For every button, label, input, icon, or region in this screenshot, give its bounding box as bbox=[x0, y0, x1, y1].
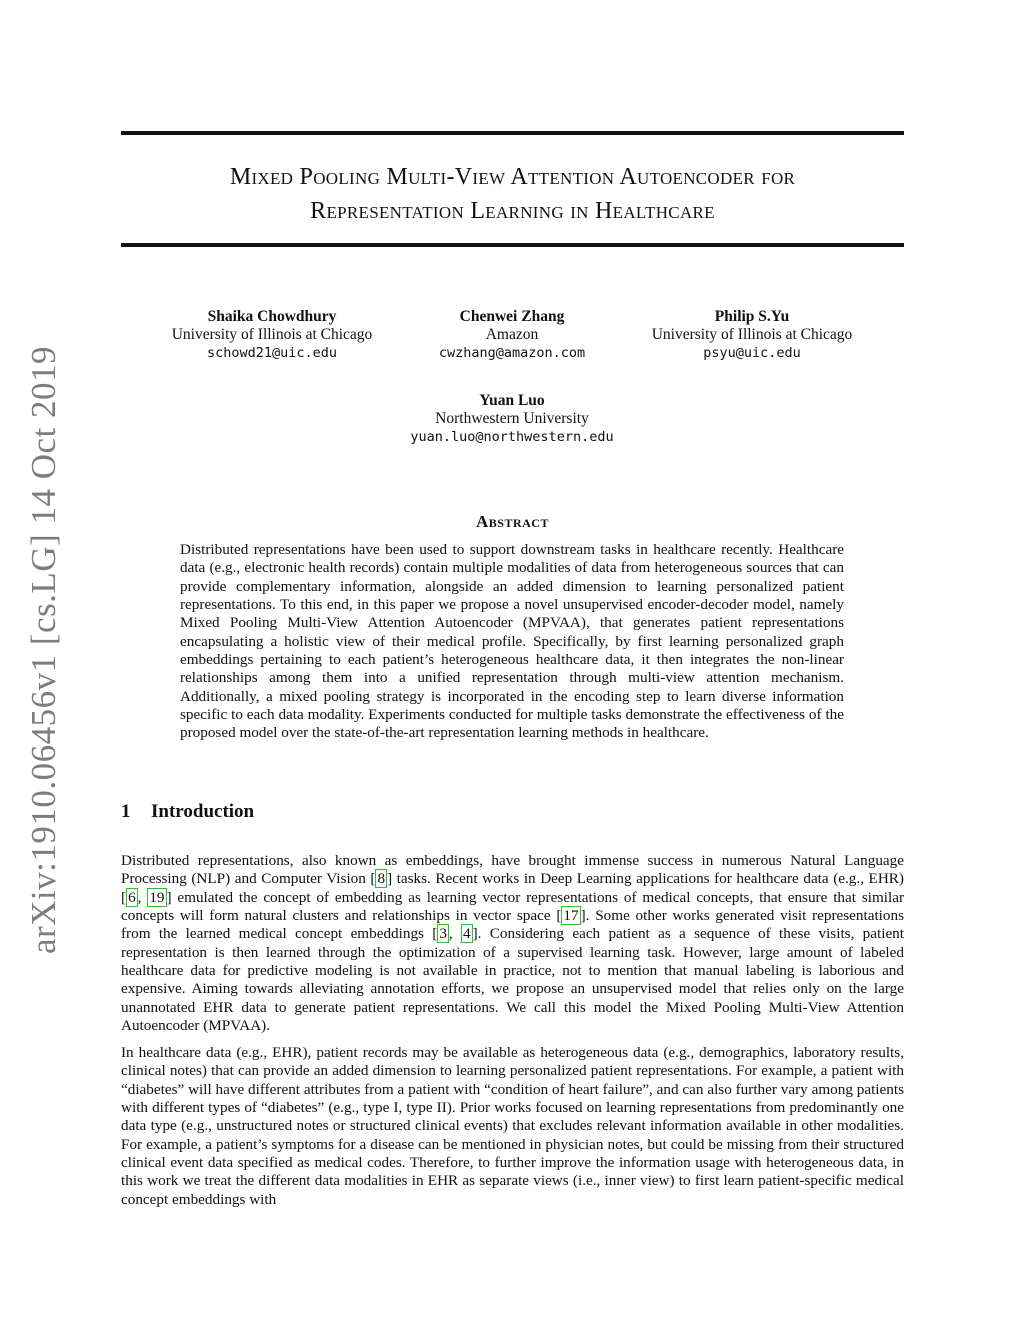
author-name: Shaika Chowdhury bbox=[207, 308, 337, 325]
paper-title bbox=[121, 160, 904, 228]
title-bottom-rule bbox=[121, 243, 904, 247]
citation-link[interactable]: 17 bbox=[563, 907, 579, 925]
author-affiliation: University of Illinois at Chicago bbox=[171, 326, 373, 343]
author-email[interactable]: schowd21@uic.edu bbox=[206, 345, 338, 361]
citation-link[interactable]: 4 bbox=[463, 925, 471, 943]
author-affiliation: Northwestern University bbox=[435, 410, 589, 427]
para-text: ] emulated the concept of embedding as learning vector representations of medical concepts, that ensure that similar concepts will form natural clusters and relationships in vector space [ bbox=[121, 888, 904, 925]
section-number: 1 bbox=[121, 801, 131, 822]
citation-link[interactable]: 3 bbox=[439, 925, 447, 943]
arxiv-side-stamp: arXiv:1910.06456v1 [cs.LG] 14 Oct 2019 bbox=[24, 345, 64, 955]
author-email[interactable]: yuan.luo@northwestern.edu bbox=[410, 429, 614, 445]
author-email[interactable]: cwzhang@amazon.com bbox=[438, 345, 586, 361]
section-heading bbox=[121, 801, 254, 823]
intro-paragraph-1 bbox=[121, 852, 904, 1035]
title-top-rule bbox=[121, 131, 904, 135]
intro-paragraph-2: In healthcare data (e.g., EHR), patient records may be available as heterogeneous data (e.g., demographics, laboratory results, clinical notes) that can provide an added dimension to learning personalized patient representations. For example, a patient with “diabetes” will have different attributes from a patient with “condition of heart failure”, and can also further vary among patients with different types of “diabetes” (e.g., type I, type II). Prior works focused on learning representations from predominantly one data type (e.g., unstructured notes or structured clinical events) that excludes relevant information available in other modalities. For example, a patient’s symptoms for a disease can be mentioned in physician notes, but could be missing from their structured clinical event data specified as medical codes. Therefore, to further improve the information usage with heterogeneous data, in this work we treat the different data modalities in EHR as separate views (i.e., inner view) to first learn patient-specific medical concept embeddings with bbox=[121, 1044, 904, 1208]
author-block bbox=[362, 392, 662, 446]
para-text: ] tasks. Recent works in Deep Learning applications for healthcare data (e.g., EHR) [ bbox=[121, 870, 904, 906]
author-affiliation: Amazon bbox=[485, 326, 539, 343]
abstract-text: Distributed representations have been used to support downstream tasks in healthcare recently. Healthcare data (e.g., electronic health records) contain multiple modalities of data from heterogeneous sources that can provide complementary information, alongside an added dimension to learning personalized patient representations. To this end, in this paper we propose a novel unsupervised encoder-decoder model, namely Mixed Pooling Multi-View Attention Autoencoder (MPVAA), that generates patient representations encapsulating a holistic view of their medical profile. Specifically, by first learning personalized graph embeddings pertaining to each patient’s heterogeneous healthcare data, it then integrates the non-linear relationships among them into a unified representation through multi-view attention mechanism. Additionally, a mixed pooling strategy is incorporated in the encoding step to learn diverse information specific to each data modality. Experiments conducted for multiple tasks demonstrate the effectiveness of the proposed model over the state-of-the-art representation learning methods in healthcare. bbox=[180, 541, 844, 742]
author-affiliation: University of Illinois at Chicago bbox=[651, 326, 853, 343]
citation-link[interactable]: 8 bbox=[377, 870, 386, 888]
para-text: , bbox=[137, 888, 148, 906]
author-name: Chenwei Zhang bbox=[459, 308, 565, 325]
abstract-heading: Abstract bbox=[476, 512, 549, 531]
para-text: , bbox=[448, 925, 462, 943]
para-text: ]. Some other works generated visit representations from the learned medical concept embeddings [ bbox=[121, 907, 904, 943]
title-line-2: Representation Learning in Healthcare bbox=[310, 198, 715, 224]
title-line-1: Mixed Pooling Multi-View Attention Autoencoder for bbox=[229, 164, 796, 190]
para-text: Distributed representations, also known as embeddings, have brought immense success in numerous Natural Language Processing (NLP) and Computer Vision [ bbox=[121, 852, 904, 888]
arxiv-side-stamp-container bbox=[24, 345, 64, 955]
author-name: Philip S.Yu bbox=[714, 308, 790, 325]
para-text: ]. Considering each patient as a sequence of these visits, patient representation is then learned through the optimization of a supervised learning task. However, large amount of labeled healthcare data for predictive modeling is not available in practice, not to mention that manual labeling is laborious and expensive. Aiming towards alleviating annotation efforts, we propose an unsupervised model that relies only on the large unannotated EHR data to generate patient representations. We call this model the Mixed Pooling Multi-View Attention Autoencoder (MPVAA). bbox=[121, 925, 904, 1035]
citation-link[interactable]: 6 bbox=[128, 888, 136, 906]
author-name: Yuan Luo bbox=[479, 392, 545, 409]
citation-link[interactable]: 19 bbox=[149, 888, 165, 906]
author-block bbox=[602, 308, 902, 362]
section-title: Introduction bbox=[151, 801, 255, 822]
author-email[interactable]: psyu@uic.edu bbox=[703, 345, 801, 361]
